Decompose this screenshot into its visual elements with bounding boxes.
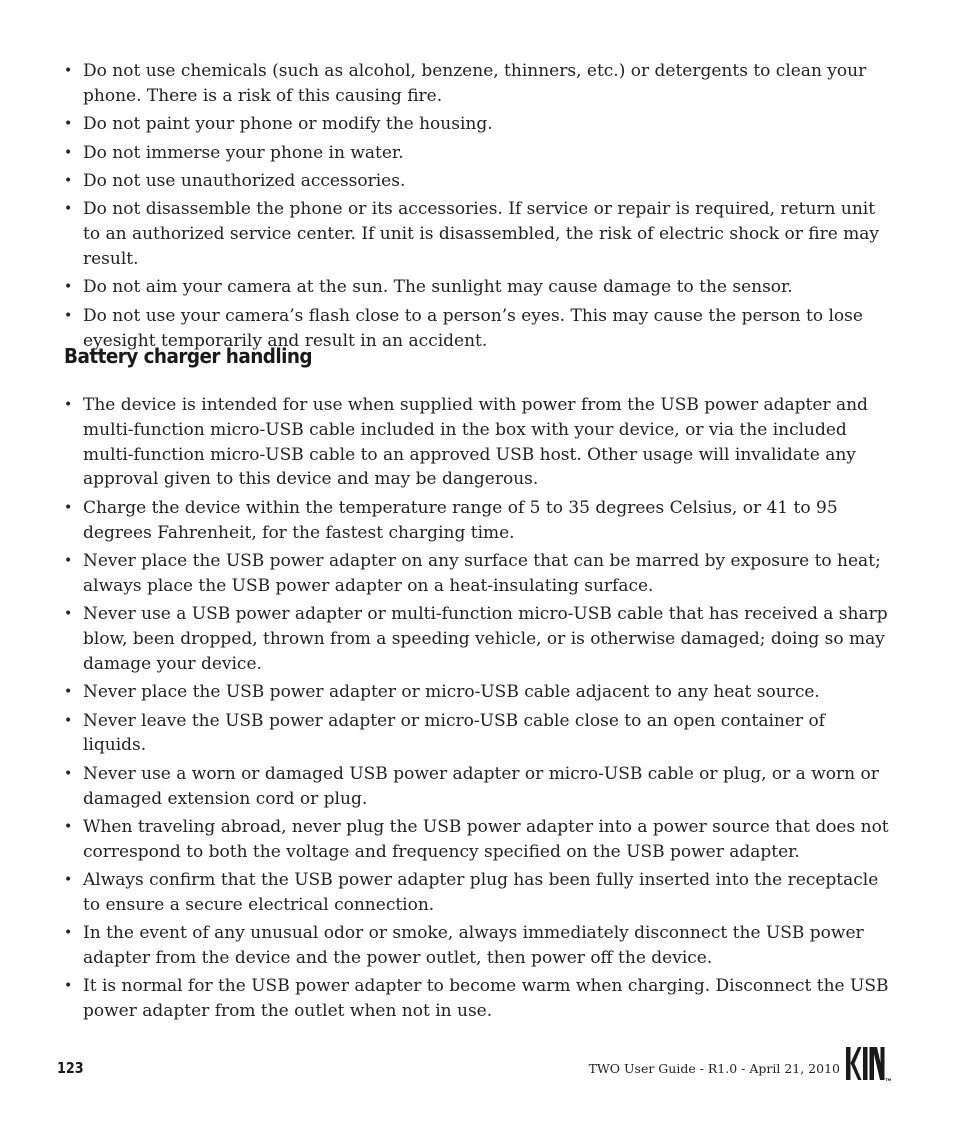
list-item-text: Do not use your camera’s flash close to a person’s eyes. This may cause the person to lose eyesight temporarily and result in an accident. [83, 305, 863, 351]
list-item: • When traveling abroad, never plug the USB power adapter into a power source that does not correspond to both the voltage and frequency specified on the USB power adapter. [64, 816, 889, 862]
list-item: • Never leave the USB power adapter or micro-USB cable close to an open container of liquids. [64, 710, 825, 756]
charger-bullet-list [64, 393, 890, 1028]
list-item-text: Never use a worn or damaged USB power adapter or micro-USB cable or plug, or a worn or damaged extension cord or plug. [83, 763, 879, 809]
list-item-text: Do not use unauthorized accessories. [83, 170, 406, 191]
list-item-text: Never leave the USB power adapter or micro-USB cable close to an open container of liquids. [83, 710, 825, 756]
list-item-text: Never place the USB power adapter on any surface that can be marred by exposure to heat; always place the USB power adapter on a heat-insulating surface. [83, 550, 881, 596]
list-item-text: Do not aim your camera at the sun. The sunlight may cause damage to the sensor. [83, 277, 793, 298]
list-item: • Never place the USB power adapter on any surface that can be marred by exposure to heat; always place the USB power adapter on a heat-insulating surface. [64, 550, 881, 596]
list-item-text: Never place the USB power adapter or micro-USB cable adjacent to any heat source. [83, 682, 820, 703]
list-item: • Do not disassemble the phone or its accessories. If service or repair is required, return unit to an authorized service center. If unit is disassembled, the risk of electric shock or fire may result. [64, 199, 880, 269]
footer-doc-title: TWO User Guide - R1.0 - April 21, 2010 [588, 1061, 840, 1076]
list-item-text: Never use a USB power adapter or multi-function micro-USB cable that has received a sharp blow, been dropped, thrown from a speeding vehicle, or is otherwise damaged; doing so may damage your device. [83, 604, 888, 674]
list-item-text: Do not disassemble the phone or its accessories. If service or repair is required, return unit to an authorized service center. If unit is disassembled, the risk of electric shock or fire may result. [83, 199, 880, 269]
list-item: • Always confirm that the USB power adapter plug has been fully inserted into the receptacle to ensure a secure electrical connection. [64, 870, 879, 915]
list-item: • Never use a USB power adapter or multi-function micro-USB cable that has received a sharp blow, been dropped, thrown from a speeding vehicle, or is otherwise damaged; doing so may damage your device. [64, 604, 888, 674]
list-item-text: The device is intended for use when supplied with power from the USB power adapter and multi-function micro-USB cable included in the box with your device, or via the included multi-function micro-USB cable to an approved USB host. Other usage will invalidate any approval given to this device and may be dangerous. [83, 395, 868, 490]
list-item: • Do not paint your phone or modify the housing. [64, 114, 493, 135]
list-item-text: Always confirm that the USB power adapter plug has been fully inserted into the receptacle to ensure a secure electrical connection. [83, 870, 879, 915]
list-item: • Do not use unauthorized accessories. [64, 170, 406, 191]
list-item: • Do not use your camera’s flash close to a person’s eyes. This may cause the person to lose eyesight temporarily and result in an accident. [64, 305, 863, 351]
svg-text:TM: TM [885, 1078, 892, 1082]
list-item: • Charge the device within the temperature range of 5 to 35 degrees Celsius, or 41 to 95 degrees Fahrenheit, for the fastest charging time. [64, 497, 838, 543]
list-item: • In the event of any unusual odor or smoke, always immediately disconnect the USB power adapter from the device and the power outlet, then power off the device. [64, 923, 864, 969]
list-item-text: In the event of any unusual odor or smoke, always immediately disconnect the USB power adapter from the device and the power outlet, then power off the device. [83, 923, 864, 969]
list-item-text: Charge the device within the temperature range of 5 to 35 degrees Celsius, or 41 to 95 degrees Fahrenheit, for the fastest charging time. [83, 497, 838, 543]
list-item-text: When traveling abroad, never plug the USB power adapter into a power source that does not correspond to both the voltage and frequency specified on the USB power adapter. [83, 816, 889, 862]
list-item: • It is normal for the USB power adapter to become warm when charging. Disconnect the USB power adapter from the outlet when not in use. [64, 976, 889, 1022]
list-item: • Never place the USB power adapter or micro-USB cable adjacent to any heat source. [64, 682, 820, 703]
list-item: • The device is intended for use when supplied with power from the USB power adapter and multi-function micro-USB cable included in the box with your device, or via the included multi-function micro-USB cable to an approved USB host. Other usage will invalidate any approval given to this device and may be dangerous. [64, 395, 868, 490]
list-item: • Never use a worn or damaged USB power adapter or micro-USB cable or plug, or a worn or damaged extension cord or plug. [64, 763, 879, 809]
list-item: • Do not aim your camera at the sun. The sunlight may cause damage to the sensor. [64, 277, 793, 298]
section-heading: Battery charger handling [64, 344, 313, 368]
list-item-text: Do not use chemicals (such as alcohol, benzene, thinners, etc.) or detergents to clean your phone. There is a risk of this causing fire. [83, 61, 867, 106]
safety-bullet-list [64, 59, 890, 357]
list-item-text: It is normal for the USB power adapter to become warm when charging. Disconnect the USB power adapter from the outlet when not in use. [83, 976, 889, 1022]
kin-logo-icon [846, 1046, 890, 1082]
list-item: • Do not immerse your phone in water. [64, 142, 404, 163]
list-item-text: Do not immerse your phone in water. [83, 142, 404, 163]
list-item-text: Do not paint your phone or modify the housing. [83, 114, 493, 135]
page-number: 123 [57, 1059, 84, 1077]
list-item: • Do not use chemicals (such as alcohol, benzene, thinners, etc.) or detergents to clean your phone. There is a risk of this causing fire. [64, 61, 867, 106]
